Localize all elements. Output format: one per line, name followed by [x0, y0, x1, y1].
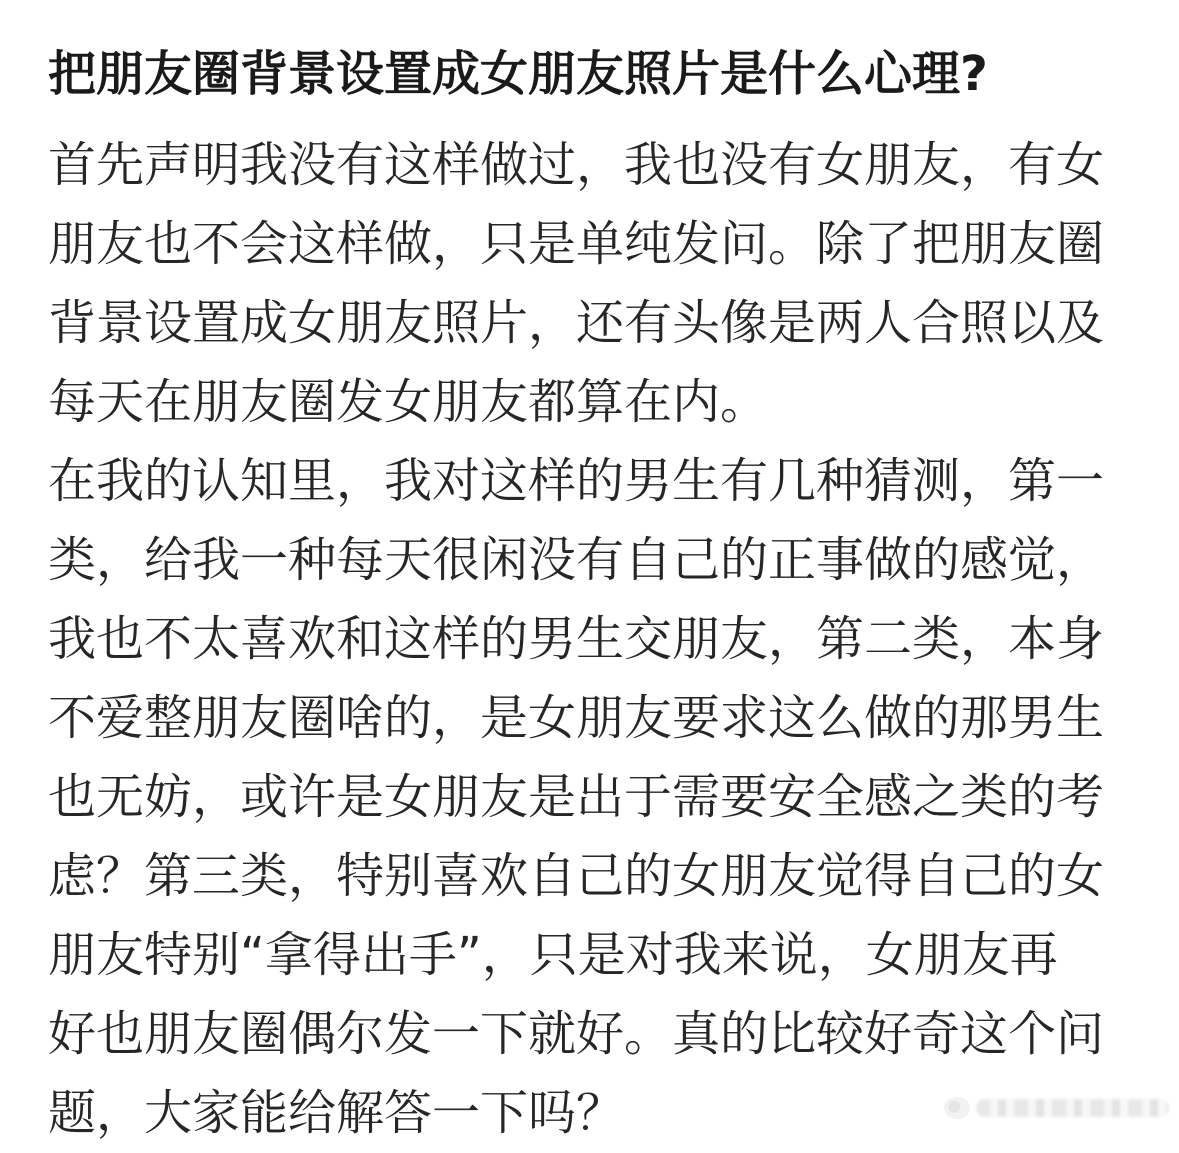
watermark: [944, 1093, 1169, 1123]
body-line-5: 在我的认知里，我对这样的男生有几种猜测，第一: [48, 453, 1105, 509]
body-line-13: 题，大家能给解答一下吗？: [48, 1085, 625, 1141]
body-line-2: 朋友也不会这样做，只是单纯发问。除了把朋友圈: [48, 216, 1105, 272]
post-body: [48, 126, 1138, 1153]
body-line-8: 不爱整朋友圈啥的，是女朋友要求这么做的那男生: [48, 690, 1105, 746]
body-line-6: 类，给我一种每天很闲没有自己的正事做的感觉，: [48, 532, 1105, 588]
watermark-blurred-text: [976, 1099, 1169, 1117]
body-line-3: 背景设置成女朋友照片，还有头像是两人合照以及: [48, 295, 1105, 351]
watermark-icon: [944, 1097, 970, 1119]
body-line-7: 我也不太喜欢和这样的男生交朋友，第二类，本身: [48, 611, 1105, 667]
body-line-9: 也无妨，或许是女朋友是出于需要安全感之类的考: [48, 769, 1105, 825]
body-line-10: 虑？第三类，特别喜欢自己的女朋友觉得自己的女: [48, 848, 1105, 904]
body-line-11: 朋友特别“拿得出手”，只是对我来说，女朋友再: [48, 927, 1058, 983]
post-title: 把朋友圈背景设置成女朋友照片是什么心理?: [48, 46, 988, 102]
body-line-12: 好也朋友圈偶尔发一下就好。真的比较好奇这个问: [48, 1006, 1105, 1062]
body-line-4: 每天在朋友圈发女朋友都算在内。: [48, 374, 769, 430]
body-line-1: 首先声明我没有这样做过，我也没有女朋友，有女: [48, 137, 1105, 193]
